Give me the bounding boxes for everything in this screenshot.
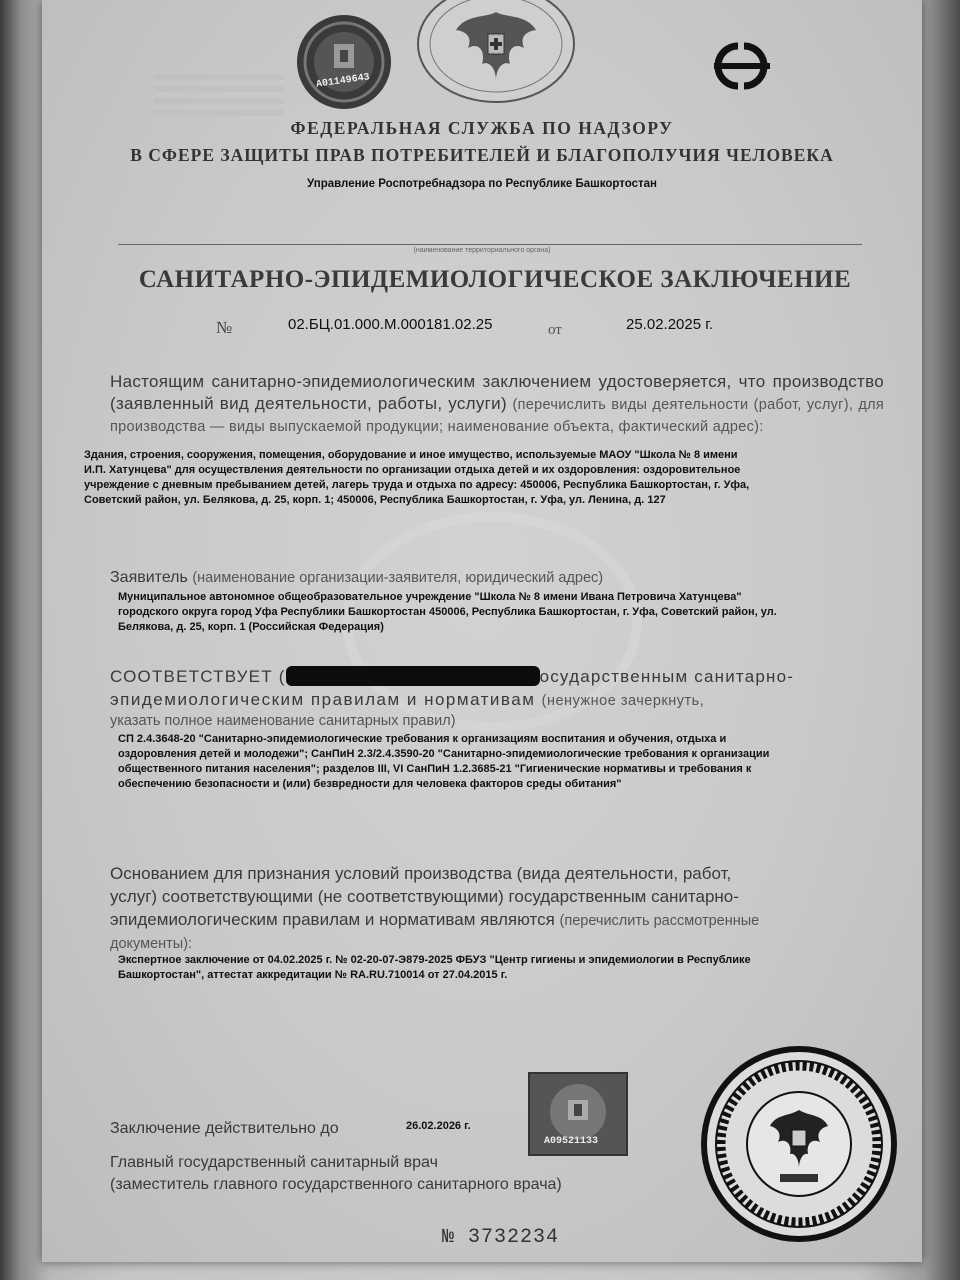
hologram-seal-top [296,14,392,110]
section3-details [118,732,898,792]
section2-lead [110,569,884,587]
complies-line1 [110,666,890,687]
number-label: № [216,318,233,337]
section2-line: Белякова, д. 25, корп. 1 (Российская Федерация) [118,621,384,633]
complies-label: СООТВЕТСТВУЕТ ( [110,667,286,686]
certificate-number: 02.БЦ.01.000.М.000181.02.25 [288,316,493,333]
redaction-bar [286,666,540,686]
department-name: Управление Роспотребнадзора по Республике Башкортостан [307,178,657,190]
basis-paragraph [110,862,890,956]
date-label: от [548,322,562,338]
basis-line: услуг) соответствующими (не соответствующими) государственным санитарно- [110,887,739,906]
section4-line: Экспертное заключение от 04.02.2025 г. № 02-20-07-Э879-2025 ФБУЗ "Центр гигиены и эпидемиологии в Республике [118,954,751,966]
complies-tail: осударственным санитарно- [539,667,795,686]
section1-lead-text: Настоящим санитарно-эпидемиологическим заключением удостоверяется, что производство (заявленный вид деятельности, работы, услуги) [110,372,884,413]
round-stamp-icon [700,1046,898,1242]
certificate-sheet [42,0,922,1262]
section1-line: Советский район, ул. Белякова, д. 25, корп. 1; 450006, Республика Башкортостан, г. Уфа, ул. Ленина, д. 127 [84,494,666,506]
applicant-label: Заявитель [110,569,188,586]
hologram-number-top: А01149643 [315,72,371,91]
section4-details [118,953,908,983]
section1-lead [110,371,884,438]
validity-date: 26.02.2026 г. [406,1120,471,1132]
section1-line: Здания, строения, сооружения, помещения, оборудование и иное имущество, используемые МАОУ "Школа № 8 имени [84,449,738,461]
section1-details [84,448,884,508]
section1-hint: (перечислить виды деятельности (работ, услуг), для производства — виды выпускаемой продукции; наименование объекта, фактический адрес): [110,397,884,435]
section1-line: учреждение с дневным пребыванием детей, лагерь труда и отдыха по адресу: 450006, Республика Башкортостан, г. Уфа, [84,479,750,491]
section2-details [118,590,898,635]
section2-line: Муниципальное автономное общеобразовательное учреждение "Школа № 8 имени Ивана Петровича Хатунцева" [118,591,742,603]
basis-hint2: документы): [110,936,193,952]
hologram-seal-bottom [528,1072,628,1156]
department-caption: (наименование территориального органа) [413,247,551,254]
basis-line-wrap [110,908,890,933]
section1-line: И.П. Хатунцева" для осуществления деятельности по организации отдыха детей и их оздоровления: оздоровительное [84,464,741,476]
section3-line: общественного питания населения"; разделов III, VI СанПиН 1.2.3685-21 "Гигиенические нормативы и требования к [118,763,752,775]
issue-date: 25.02.2025 г. [626,316,714,333]
basis-line: эпидемиологическим правилам и нормативам являются [110,910,555,929]
document-title: САНИТАРНО-ЭПИДЕМИОЛОГИЧЕСКОЕ ЗАКЛЮЧЕНИЕ [138,266,852,293]
hologram-number-bottom: А09521133 [544,1136,599,1147]
complies-hint2: указать полное наименование санитарных правил) [110,713,456,729]
section4-line: Башкортостан", аттестат аккредитации № RA.RU.710014 от 27.04.2015 г. [118,969,508,981]
faint-watermark-text [154,70,284,116]
section3-line: обеспечению безопасности и (или) безвредности для человека факторов среды обитания" [118,778,622,790]
se-logo-icon [700,38,790,94]
department-underline [118,244,862,245]
validity-label: Заключение действительно до [110,1120,339,1137]
complies-line2 [110,690,890,710]
basis-line: Основанием для признания условий производства (вида деятельности, работ, [110,864,732,883]
basis-hint: (перечислить рассмотренные [559,913,760,929]
complies-rules-text: эпидемиологическим правилам и нормативам [110,690,536,709]
section3-line: СП 2.4.3648-20 "Санитарно-эпидемиологические требования к организациям воспитания и обучения, отдыха и [118,733,727,745]
applicant-hint: (наименование организации-заявителя, юридический адрес) [192,570,604,586]
signatory-line1: Главный государственный санитарный врач [110,1154,438,1171]
agency-name-line1: ФЕДЕРАЛЬНАЯ СЛУЖБА ПО НАДЗОРУ [290,118,674,138]
complies-hint1: (ненужное зачеркнуть, [541,693,705,709]
signatory-line2: (заместитель главного государственного санитарного врача) [110,1176,562,1193]
agency-name-line2: В СФЕРЕ ЗАЩИТЫ ПРАВ ПОТРЕБИТЕЛЕЙ И БЛАГОПОЛУЧИЯ ЧЕЛОВЕКА [130,145,834,165]
form-serial-number: № 3732234 [442,1226,560,1249]
section2-line: городского округа город Уфа Республики Башкортостан 450006, Республика Башкортостан, г. Уфа, Советский район, ул. [118,606,777,618]
eagle-emblem-icon [416,0,576,106]
section3-line: оздоровления детей и молодежи"; СанПиН 2.3/2.4.3590-20 "Санитарно-эпидемиологические требования к организации [118,748,770,760]
